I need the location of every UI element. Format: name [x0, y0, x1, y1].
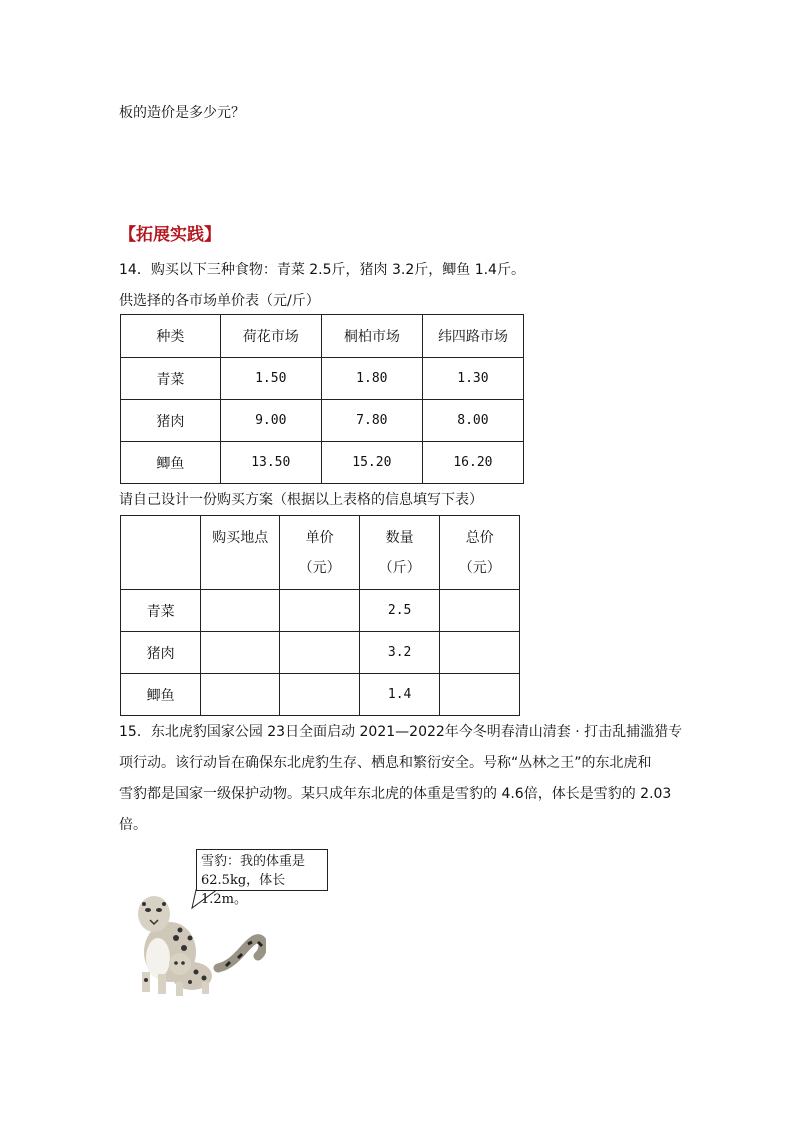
total-blank-cell[interactable] [440, 674, 520, 716]
table-row [121, 674, 520, 716]
quantity-cell: 2.5 [359, 590, 440, 632]
header-cell [121, 516, 201, 590]
header-cell: 荷花市场 [220, 315, 321, 358]
table-row [121, 590, 520, 632]
purchase-plan-table [120, 515, 520, 716]
header-cell: 数量 （斤） [359, 516, 440, 590]
speech-bubble [196, 849, 328, 907]
item-name-cell: 猪肉 [121, 400, 221, 442]
place-blank-cell[interactable] [201, 590, 280, 632]
price-table-caption: 供选择的各市场单价表（元/斤） [119, 293, 320, 309]
header-cell: 桐柏市场 [321, 315, 422, 358]
header-cell: 纬四路市场 [422, 315, 523, 358]
question-15-line: 倍。 [119, 817, 147, 833]
table-row [121, 632, 520, 674]
question-15-line: 雪豹都是国家一级保护动物。某只成年东北虎的体重是雪豹的 4.6倍，体长是雪豹的 2.03 [119, 786, 672, 802]
price-table-header-row [121, 315, 524, 358]
unit-price-blank-cell[interactable] [280, 632, 360, 674]
question-continuation-text: 板的造价是多少元？ [119, 105, 245, 121]
price-table [120, 314, 524, 484]
question-14-text: 14．购买以下三种食物：青菜 2.5斤，猪肉 3.2斤，鲫鱼 1.4斤。 [119, 262, 525, 278]
table-row [121, 358, 524, 400]
quantity-cell: 1.4 [359, 674, 440, 716]
price-cell: 13.50 [220, 442, 321, 484]
price-cell: 7.80 [321, 400, 422, 442]
price-cell: 1.80 [321, 358, 422, 400]
price-cell: 16.20 [422, 442, 523, 484]
price-cell: 1.50 [220, 358, 321, 400]
unit-price-blank-cell[interactable] [280, 674, 360, 716]
price-cell: 8.00 [422, 400, 523, 442]
speech-bubble-line: 雪豹：我的体重是 [201, 854, 306, 869]
unit-price-blank-cell[interactable] [280, 590, 360, 632]
speech-bubble-line: 62.5kg，体长1.2m。 [201, 873, 286, 907]
question-15-line: 15．东北虎豹国家公园 23日全面启动 2021—2022年今冬明春清山清套 · 打击乱捕滥猎专 [119, 724, 683, 740]
item-name-cell: 青菜 [121, 358, 221, 400]
total-blank-cell[interactable] [440, 632, 520, 674]
item-name-cell: 鲫鱼 [121, 442, 221, 484]
table-row [121, 442, 524, 484]
plan-table-header-row [121, 516, 520, 590]
place-blank-cell[interactable] [201, 674, 280, 716]
price-cell: 15.20 [321, 442, 422, 484]
item-name-cell: 青菜 [121, 590, 201, 632]
header-cell: 购买地点 [201, 516, 280, 590]
item-name-cell: 鲫鱼 [121, 674, 201, 716]
quantity-cell: 3.2 [359, 632, 440, 674]
place-blank-cell[interactable] [201, 632, 280, 674]
header-cell: 单价 （元） [280, 516, 360, 590]
total-blank-cell[interactable] [440, 590, 520, 632]
plan-table-caption: 请自己设计一份购买方案（根据以上表格的信息填写下表） [119, 492, 483, 508]
price-cell: 9.00 [220, 400, 321, 442]
header-cell: 总价 （元） [440, 516, 520, 590]
question-15-line: 项行动。该行动旨在确保东北虎豹生存、栖息和繁衍安全。号称“丛林之王”的东北虎和 [119, 755, 652, 771]
section-title: 【拓展实践】 [119, 225, 221, 245]
price-cell: 1.30 [422, 358, 523, 400]
header-cell: 种类 [121, 315, 221, 358]
table-row [121, 400, 524, 442]
item-name-cell: 猪肉 [121, 632, 201, 674]
